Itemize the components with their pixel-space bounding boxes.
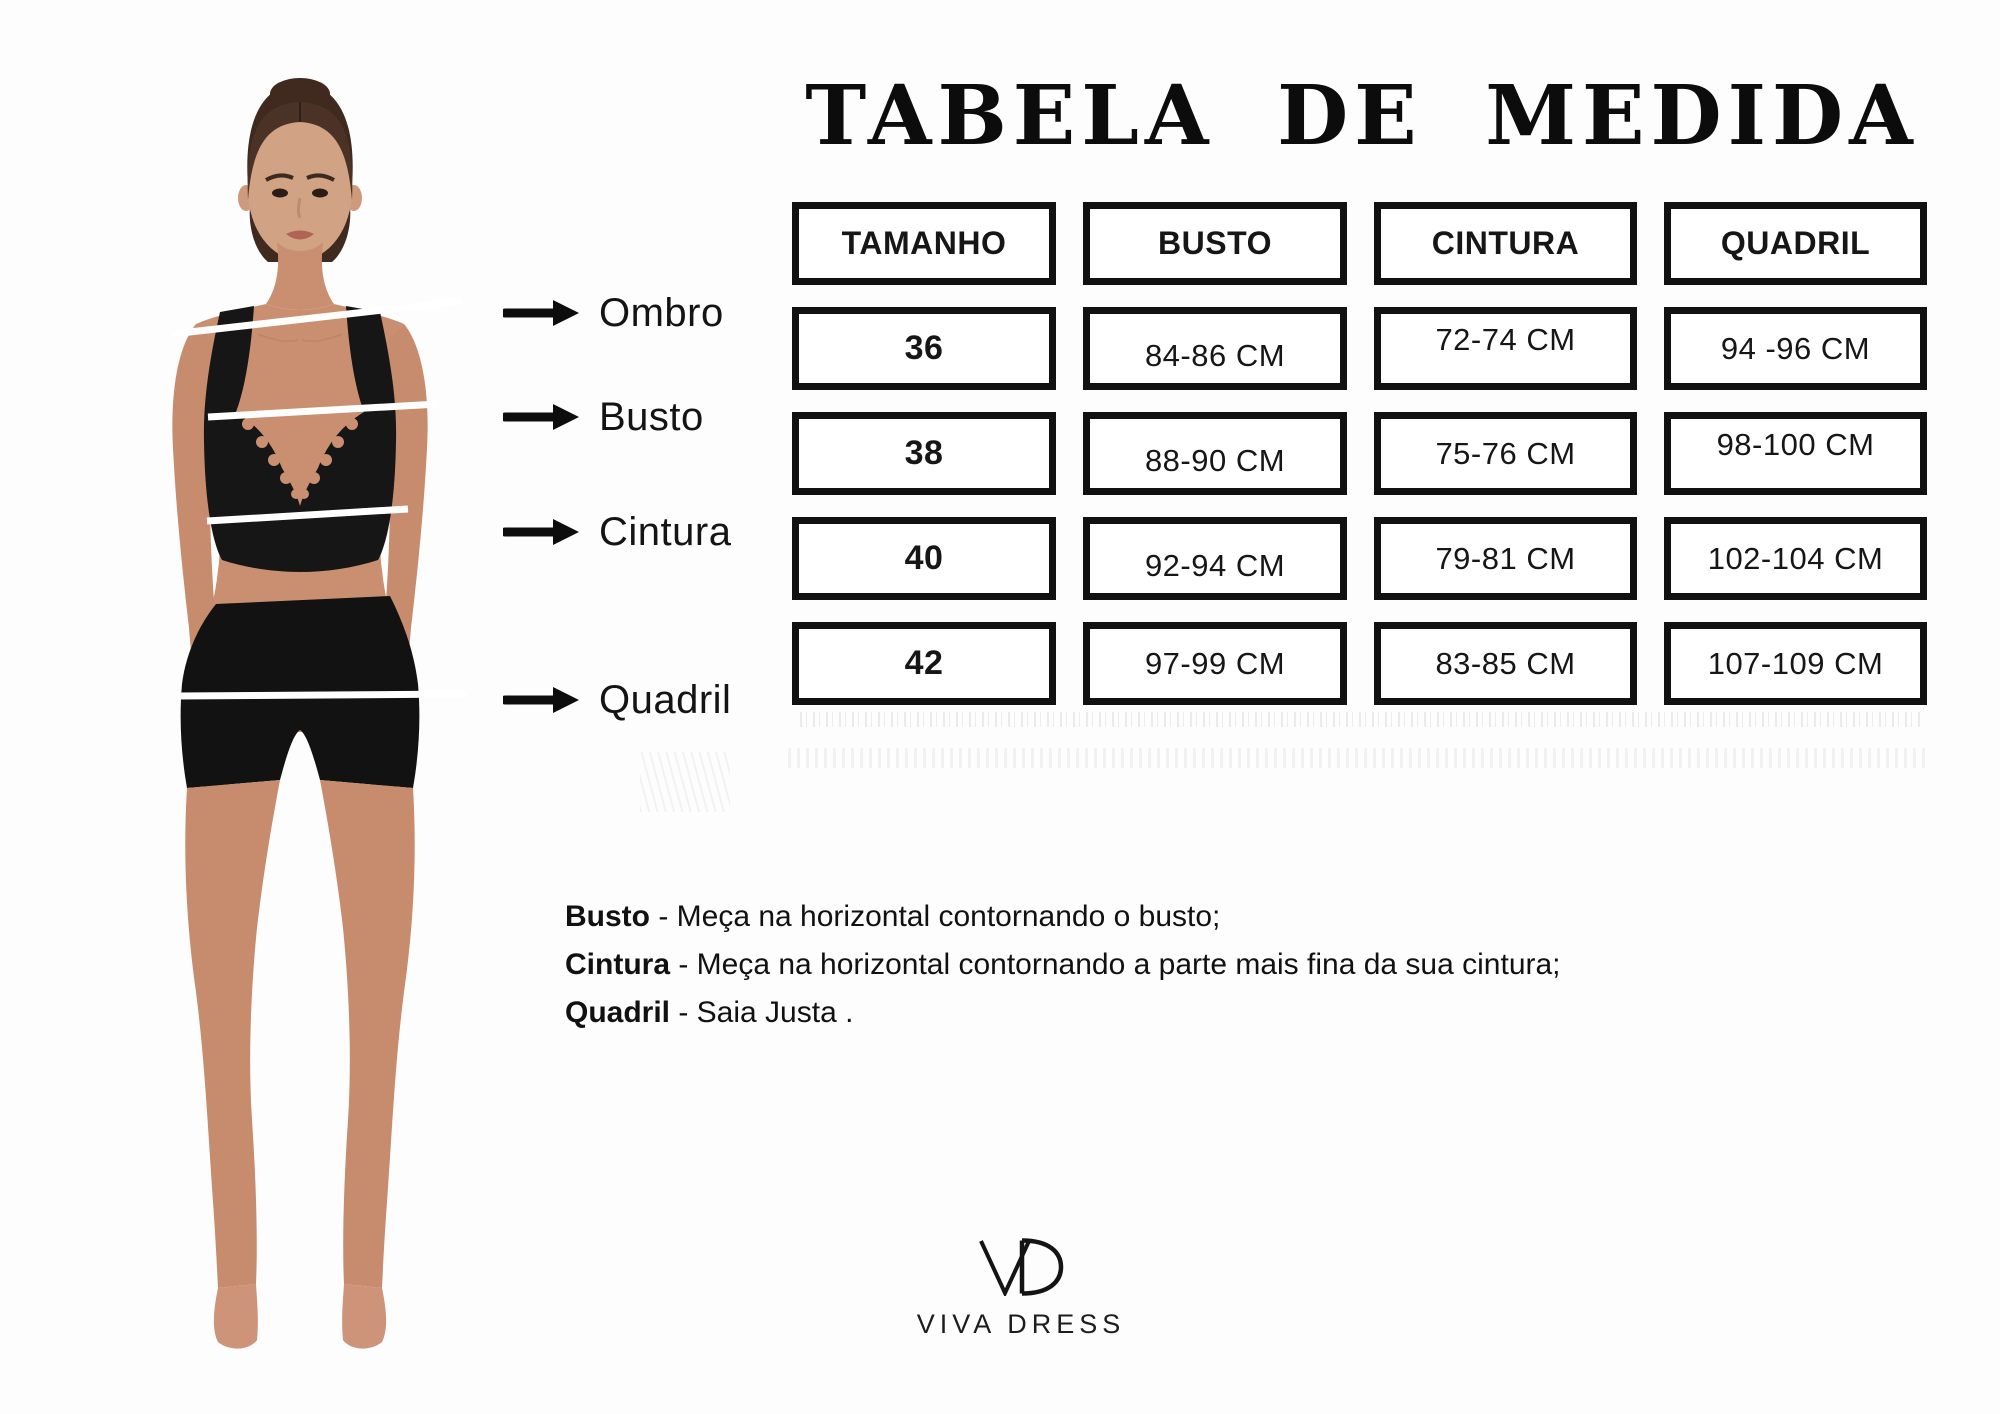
measure-cell: 83-85 CM [1374, 622, 1637, 705]
right-arrow-icon [503, 298, 581, 328]
measure-cell: 79-81 CM [1374, 517, 1637, 600]
vd-monogram-icon [978, 1238, 1064, 1296]
brand-logo [896, 1238, 1146, 1340]
brand-name: VIVA DRESS [916, 1309, 1126, 1339]
pointer-cintura [503, 510, 731, 554]
size-cell: 36 [792, 307, 1056, 390]
measure-cell: 97-99 CM [1083, 622, 1347, 705]
header-cell-tamanho: TAMANHO [792, 202, 1056, 285]
measuring-notes [565, 893, 1985, 1037]
measure-cell: 102-104 CM [1664, 517, 1927, 600]
header-cell-busto: BUSTO [1083, 202, 1347, 285]
header-cell-cintura: CINTURA [1374, 202, 1637, 285]
model-left-leg [185, 780, 280, 1288]
measure-cell: 75-76 CM [1374, 412, 1637, 495]
hip-line [177, 694, 467, 696]
header-cell-quadril: QUADRIL [1664, 202, 1927, 285]
pointer-label-ombro: Ombro [599, 290, 724, 335]
right-arrow-icon [503, 402, 581, 432]
pointer-ombro [503, 291, 724, 335]
right-arrow-icon [503, 685, 581, 715]
note-cintura: Cintura - Meça na horizontal contornando a parte mais fina da sua cintura; [565, 948, 1561, 981]
pointer-label-busto: Busto [599, 394, 704, 439]
size-table [792, 202, 1927, 704]
measure-cell: 88-90 CM [1083, 412, 1347, 495]
measure-cell: 94 -96 CM [1664, 307, 1927, 390]
measure-cell: 72-74 CM [1374, 307, 1637, 390]
measure-cell: 84-86 CM [1083, 307, 1347, 390]
size-cell: 42 [792, 622, 1056, 705]
right-arrow-icon [503, 517, 581, 547]
size-cell: 40 [792, 517, 1056, 600]
note-busto: Busto - Meça na horizontal contornando o busto; [565, 900, 1221, 933]
pointer-label-cintura: Cintura [599, 509, 732, 554]
pointer-busto [503, 395, 704, 439]
pointer-label-quadril: Quadril [599, 677, 732, 722]
size-cell: 38 [792, 412, 1056, 495]
pointer-quadril [503, 678, 731, 722]
measure-cell: 92-94 CM [1083, 517, 1347, 600]
measure-cell: 107-109 CM [1664, 622, 1927, 705]
measure-cell: 98-100 CM [1664, 412, 1927, 495]
note-quadril: Quadril - Saia Justa . [565, 996, 854, 1029]
page-title: TABELA DE MEDIDA [805, 68, 1919, 164]
model-right-leg [320, 780, 415, 1288]
